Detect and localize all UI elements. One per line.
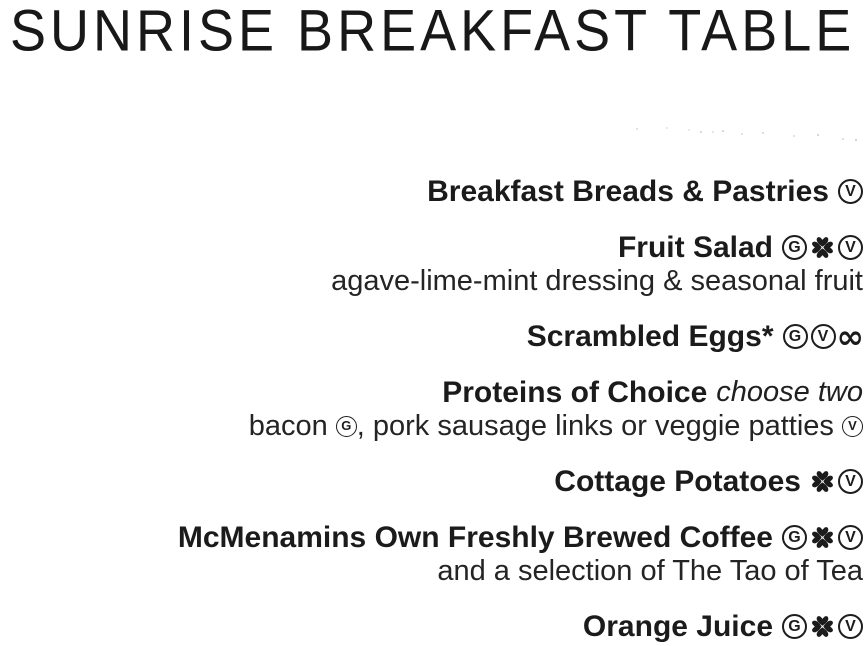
item-description bbox=[0, 555, 863, 587]
circled-g-icon: G bbox=[782, 525, 807, 550]
clover-icon bbox=[810, 235, 835, 260]
item-description bbox=[0, 265, 863, 297]
item-heading bbox=[0, 317, 863, 356]
description-text: , pork sausage links or veggie patties bbox=[356, 410, 842, 442]
menu-item-scrambled-eggs bbox=[0, 317, 863, 356]
item-name: Proteins of Choice bbox=[442, 376, 708, 409]
circled-g-icon: G bbox=[783, 324, 808, 349]
circled-g-icon: G bbox=[782, 614, 807, 639]
circled-v-icon: V bbox=[838, 525, 863, 550]
menu-item-orange-juice bbox=[0, 610, 863, 643]
circled-v-icon: V bbox=[842, 416, 863, 437]
item-dietary-icons bbox=[782, 614, 863, 639]
item-heading bbox=[0, 465, 863, 498]
circled-g-icon: G bbox=[782, 235, 807, 260]
description-text: bacon bbox=[248, 410, 336, 442]
circled-g-icon: G bbox=[336, 416, 357, 437]
item-heading bbox=[0, 231, 863, 264]
page-title: SUNRISE BREAKFAST TABLE bbox=[10, 0, 856, 64]
menu-item-breakfast-breads bbox=[0, 175, 863, 208]
circled-v-icon: V bbox=[838, 235, 863, 260]
item-heading bbox=[0, 610, 863, 643]
menu-item-cottage-potatoes bbox=[0, 465, 863, 498]
item-dietary-icons bbox=[810, 469, 863, 494]
item-heading bbox=[0, 175, 863, 208]
circled-v-icon: V bbox=[838, 469, 863, 494]
circled-v-icon: V bbox=[838, 614, 863, 639]
item-description bbox=[0, 410, 863, 442]
menu-item-coffee bbox=[0, 521, 863, 587]
clover-icon bbox=[810, 469, 835, 494]
menu-item-fruit-salad bbox=[0, 231, 863, 297]
item-name: Cottage Potatoes bbox=[554, 465, 801, 498]
clover-icon bbox=[810, 525, 835, 550]
item-dietary-icons bbox=[838, 179, 863, 204]
item-name: Orange Juice bbox=[582, 610, 773, 643]
menu-item-proteins-of-choice bbox=[0, 376, 863, 442]
menu-list bbox=[0, 175, 866, 643]
circled-v-icon: V bbox=[838, 179, 863, 204]
description-text: agave-lime-mint dressing & seasonal fruit bbox=[331, 265, 863, 297]
description-text: and a selection of The Tao of Tea bbox=[437, 555, 863, 587]
item-dietary-icons bbox=[782, 525, 863, 550]
circled-v-icon: V bbox=[811, 324, 836, 349]
item-name: Breakfast Breads & Pastries bbox=[427, 175, 829, 208]
clover-icon bbox=[810, 614, 835, 639]
item-dietary-icons bbox=[783, 317, 864, 356]
item-heading bbox=[0, 521, 863, 554]
item-name: Scrambled Eggs* bbox=[526, 320, 774, 353]
infinity-icon: ∞ bbox=[836, 317, 863, 356]
item-dietary-icons bbox=[782, 235, 863, 260]
item-heading bbox=[0, 376, 863, 409]
scan-artifacts bbox=[0, 0, 2, 2]
item-name: Fruit Salad bbox=[617, 231, 773, 264]
item-note: choose two bbox=[716, 376, 863, 408]
item-name: McMenamins Own Freshly Brewed Coffee bbox=[177, 521, 773, 554]
